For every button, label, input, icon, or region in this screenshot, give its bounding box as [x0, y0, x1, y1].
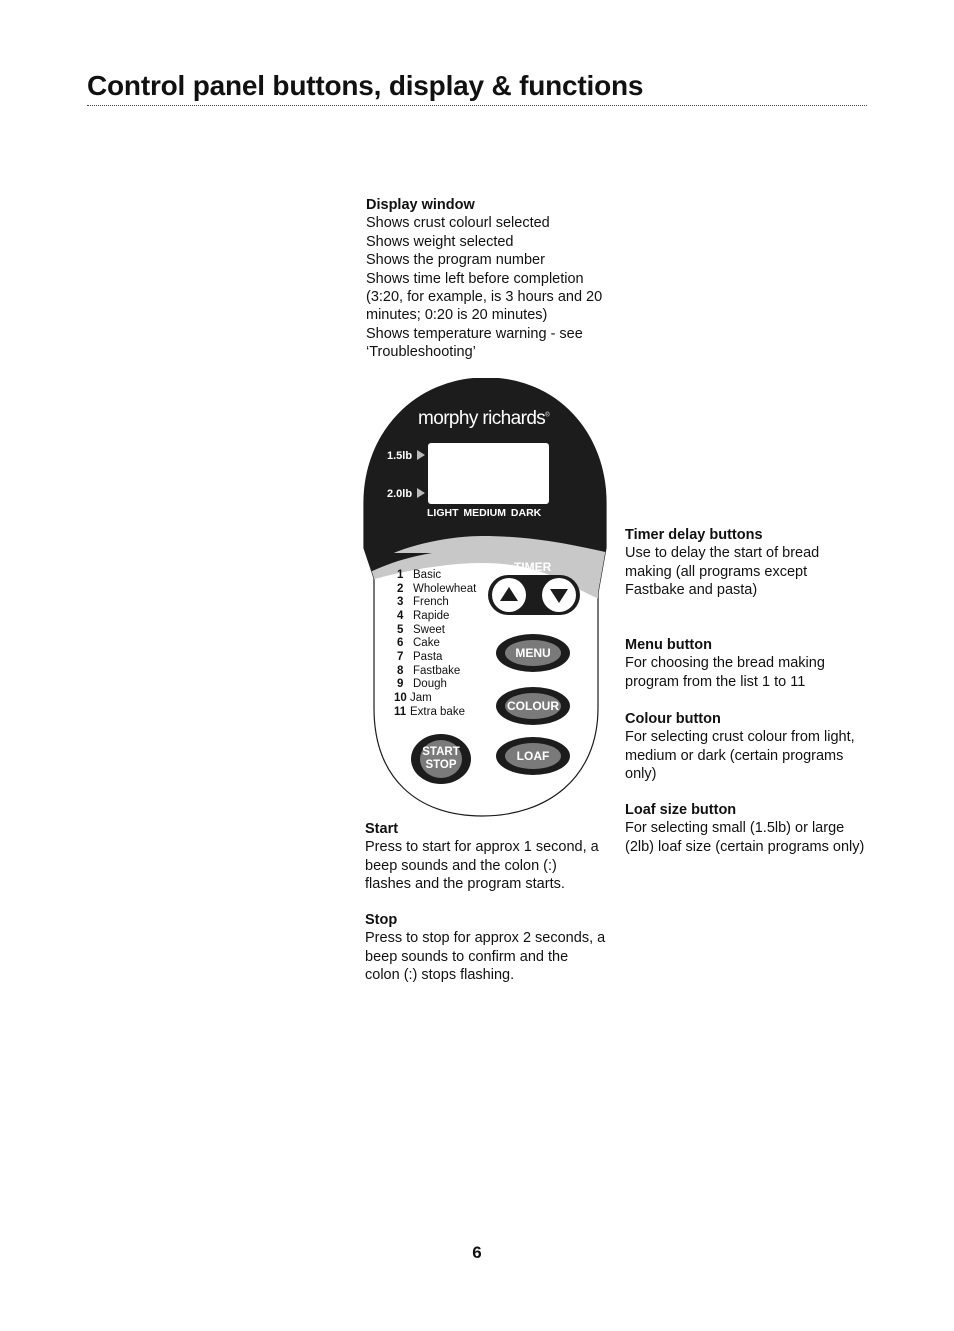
text-line: program from the list 1 to 11: [625, 673, 806, 690]
start-stop-label: [420, 740, 462, 778]
text-line: beep sounds to confirm and the: [365, 948, 569, 965]
start-description: [365, 820, 599, 894]
stop-label: STOP: [425, 759, 457, 771]
text-line: beep sounds and the colon (:): [365, 857, 557, 874]
text-line: (2lb) loaf size (certain programs only): [625, 838, 865, 855]
program-number: 3: [397, 596, 404, 608]
page-number: 6: [472, 1243, 482, 1262]
start-heading: Start: [365, 821, 399, 837]
page-title: Control panel buttons, display & functions: [87, 70, 644, 101]
program-item: [394, 610, 514, 623]
brand-logo: morphy richards®: [418, 408, 550, 429]
loaf-button-label: LOAF: [505, 743, 561, 769]
text-line: Use to delay the start of bread: [625, 545, 820, 562]
text-line: ‘Troubleshooting’: [366, 344, 476, 361]
display-window-description: [366, 196, 602, 362]
loaf-button-description: [625, 801, 864, 856]
program-name: French: [413, 596, 449, 608]
text-line: Shows time left before completion: [366, 270, 584, 287]
timer-down-button[interactable]: [542, 578, 576, 612]
timer-delay-heading: Timer delay buttons: [625, 527, 763, 543]
loaf-button-heading: Loaf size button: [625, 802, 737, 818]
loaf-button[interactable]: [496, 737, 570, 775]
weight-indicator-arrow-icon: [417, 450, 425, 460]
colour-button-description: [625, 710, 855, 784]
program-item: [394, 678, 514, 691]
program-item: [394, 624, 514, 637]
timer-delay-description: [625, 526, 819, 600]
crust-shade-labels: LIGHT MEDIUM DARK: [427, 507, 542, 519]
menu-button-description: [625, 636, 825, 691]
program-name: Rapide: [413, 610, 450, 622]
timer-button-group: [488, 575, 580, 615]
arrow-up-icon: [500, 587, 518, 601]
display-window-heading: Display window: [366, 197, 475, 213]
program-number: 8: [397, 665, 404, 677]
text-line: (3:20, for example, is 3 hours and 20: [366, 289, 603, 306]
program-name: Sweet: [413, 624, 445, 636]
program-number: 1: [397, 569, 404, 581]
text-line: Fastbake and pasta): [625, 582, 758, 599]
colour-button[interactable]: [496, 687, 570, 725]
menu-button-label: MENU: [505, 640, 561, 666]
timer-label: TIMER: [514, 560, 552, 574]
weight-indicator-arrow-icon: [417, 488, 425, 498]
program-name: Pasta: [413, 651, 443, 663]
program-number: 2: [397, 583, 404, 595]
program-number: 9: [397, 678, 404, 690]
text-line: Shows weight selected: [366, 233, 514, 250]
title-divider: [87, 105, 867, 106]
text-line: making (all programs except: [625, 563, 808, 580]
program-number: 11: [394, 706, 407, 718]
text-line: Shows the program number: [366, 252, 545, 269]
program-number: 6: [397, 637, 404, 649]
brand-name: morphy richards: [418, 408, 546, 429]
text-line: medium or dark (certain programs: [625, 747, 844, 764]
text-line: colon (:) stops flashing.: [365, 967, 515, 984]
colour-button-heading: Colour button: [625, 711, 721, 727]
program-number: 10: [394, 692, 407, 704]
program-number: 7: [397, 651, 404, 663]
program-name: Basic: [413, 569, 442, 581]
text-line: For selecting small (1.5lb) or large: [625, 820, 845, 837]
program-name: Cake: [413, 637, 440, 649]
program-name: Dough: [413, 678, 447, 690]
stop-heading: Stop: [365, 912, 398, 928]
program-name: Fastbake: [413, 665, 461, 677]
text-line: Shows temperature warning - see: [366, 325, 583, 342]
colour-button-label: COLOUR: [505, 693, 561, 719]
text-line: Press to stop for approx 2 seconds, a: [365, 930, 606, 947]
text-line: Press to start for approx 1 second, a: [365, 839, 599, 856]
program-name: Jam: [410, 692, 432, 704]
text-line: minutes; 0:20 is 20 minutes): [366, 307, 548, 324]
stop-description: [365, 911, 605, 985]
text-line: For choosing the bread making: [625, 655, 825, 672]
program-number: 4: [397, 610, 404, 622]
text-line: Shows crust colourl selected: [366, 215, 550, 232]
program-name: Wholewheat: [413, 583, 477, 595]
menu-button-heading: Menu button: [625, 637, 712, 653]
menu-button[interactable]: [496, 634, 570, 672]
text-line: For selecting crust colour from light,: [625, 729, 855, 746]
display-window: [428, 443, 549, 504]
text-line: only): [625, 766, 657, 783]
start-label: START: [422, 746, 460, 758]
timer-up-button[interactable]: [492, 578, 526, 612]
program-number: 5: [397, 624, 404, 636]
control-panel-illustration: [362, 378, 610, 818]
arrow-down-icon: [550, 589, 568, 603]
text-line: flashes and the program starts.: [365, 876, 565, 893]
program-item: [394, 665, 514, 678]
weight-label-top: 1.5lb: [387, 450, 413, 462]
weight-label-bottom: 2.0lb: [387, 488, 413, 500]
program-name: Extra bake: [410, 706, 465, 718]
start-stop-button[interactable]: [411, 734, 471, 784]
